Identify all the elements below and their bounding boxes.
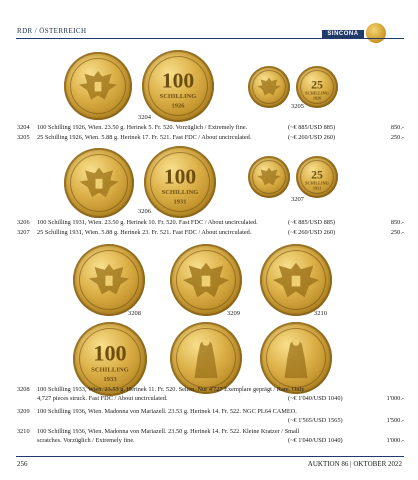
coin-unit-text: SCHILLING [305, 180, 329, 186]
coin-3209-obverse [170, 244, 242, 316]
coin-3206-obverse [64, 148, 134, 218]
coin-label: 3209 [227, 310, 240, 317]
coin-label: 3204 [138, 114, 151, 121]
eagle-icon [260, 244, 332, 316]
lot-description: 25 Schilling 1931, Wien. 5.88 g. Herinek 23. Fr. 521. Fast FDC / About uncirculated. [37, 229, 252, 236]
brand-coin-icon [366, 23, 386, 43]
lot-number: 3209 [17, 408, 30, 415]
coin-label: 3208 [128, 310, 141, 317]
eagle-icon [64, 148, 134, 218]
coin-3210-obverse [260, 244, 332, 316]
coin-unit-text: SCHILLING [91, 366, 129, 374]
lot-estimate: (~€ 260/USD 260) [288, 229, 336, 236]
coin-value-text: 25 [311, 168, 323, 182]
lot-estimate: (~€ 885/USD 885) [288, 124, 336, 131]
lot-price: 850.- [390, 219, 404, 226]
lot-number: 3204 [17, 124, 30, 131]
lot-price: 250.- [390, 134, 404, 141]
coin-100-1933-reverse [73, 322, 147, 396]
eagle-icon [73, 244, 145, 316]
coin-3205-obverse [248, 66, 290, 108]
eagle-icon [64, 52, 132, 120]
coin-100-1926-reverse [142, 50, 214, 122]
eagle-icon [248, 156, 290, 198]
coin-year-text: 1926 [312, 95, 322, 101]
page-number: 256 [17, 460, 28, 468]
lot-number: 3206 [17, 219, 30, 226]
lot-number: 3210 [17, 428, 30, 435]
coin-100-1931-reverse [144, 146, 216, 218]
coin-unit-text: SCHILLING [161, 189, 199, 197]
lot-number: 3205 [17, 134, 30, 141]
coin-3204-obverse [64, 52, 132, 120]
auction-label: AUKTION 86 | OKTOBER 2022 [307, 460, 402, 468]
lot-description: 100 Schilling 1926, Wien. 23.50 g. Herinek 5. Fr. 520. Vorzüglich / Extremely fine. [37, 124, 248, 131]
lot-description: 100 Schilling 1931, Wien. 23.50 g. Herinek 10. Fr. 520. Fast FDC / About uncirculated. [37, 219, 258, 226]
lot-number: 3208 [17, 386, 30, 393]
madonna-icon [170, 322, 242, 394]
lot-estimate: (~€ 1'040/USD 1040) [288, 395, 343, 402]
brand-logo: SINCONA [322, 30, 364, 39]
coin-value-text: 100 [161, 68, 195, 93]
coin-madonna-1936-reverse [260, 322, 332, 394]
lot-price: 1'000.- [386, 437, 404, 444]
coin-value-text: 100 [163, 164, 197, 189]
coin-label: 3206 [138, 208, 151, 215]
lot-price: 1'000.- [386, 395, 404, 402]
coin-year-text: 1933 [103, 376, 117, 384]
lot-estimate: (~€ 885/USD 885) [288, 219, 336, 226]
coin-value-text: 100 [93, 340, 127, 366]
section-title: RDR / ÖSTERREICH [17, 27, 87, 35]
coin-year-text: 1926 [171, 102, 185, 110]
coin-label: 3210 [314, 310, 327, 317]
lot-number: 3207 [17, 229, 30, 236]
coin-year-text: 1931 [173, 198, 187, 206]
header-rule [16, 38, 404, 39]
lot-price: 1'500.- [386, 417, 404, 424]
lot-description: 25 Schilling 1926, Wien. 5.88 g. Herinek 17. Fr. 521. Fast FDC / About uncirculated. [37, 134, 252, 141]
lot-estimate: (~€ 1'565/USD 1565) [288, 417, 343, 424]
madonna-icon [260, 322, 332, 394]
coin-madonna-1936-reverse [170, 322, 242, 394]
coin-value-text: 25 [311, 78, 323, 92]
lot-price: 250.- [390, 229, 404, 236]
lot-estimate: (~€ 1'040/USD 1040) [288, 437, 343, 444]
eagle-icon [248, 66, 290, 108]
lot-description: 100 Schilling 1933, Wien. 23.53 g. Herinek 11. Fr. 520. Selten. Nur 4'727 Exemplare geprägt / Rare. Only [37, 386, 305, 393]
coin-label: 3207 [291, 196, 304, 203]
lot-estimate: (~€ 260/USD 260) [288, 134, 336, 141]
lot-description: scratches. Vorzüglich / Extremely fine. [37, 437, 135, 444]
coin-25-1931-reverse [296, 156, 338, 198]
coin-25-1926-reverse [296, 66, 338, 108]
coin-unit-text: SCHILLING [159, 93, 197, 101]
eagle-icon [170, 244, 242, 316]
coin-3208-obverse [73, 244, 145, 316]
lot-description: 100 Schilling 1936, Wien. Madonna von Mariazell. 23.53 g. Herinek 14. Fr. 522. NGC PL64 CAMEO. [37, 408, 297, 415]
coin-unit-text: SCHILLING [305, 90, 329, 96]
lot-description: 4,727 pieces struck. Fast FDC / About uncirculated. [37, 395, 168, 402]
lot-description: 100 Schilling 1936, Wien. Madonna von Mariazell. 23.50 g. Herinek 14. Fr. 522. Kleine Kratzer / Small [37, 428, 300, 435]
coin-3207-obverse [248, 156, 290, 198]
lot-price: 850.- [390, 124, 404, 131]
coin-label: 3205 [291, 103, 304, 110]
coin-year-text: 1931 [312, 185, 322, 191]
footer-rule [16, 456, 404, 457]
